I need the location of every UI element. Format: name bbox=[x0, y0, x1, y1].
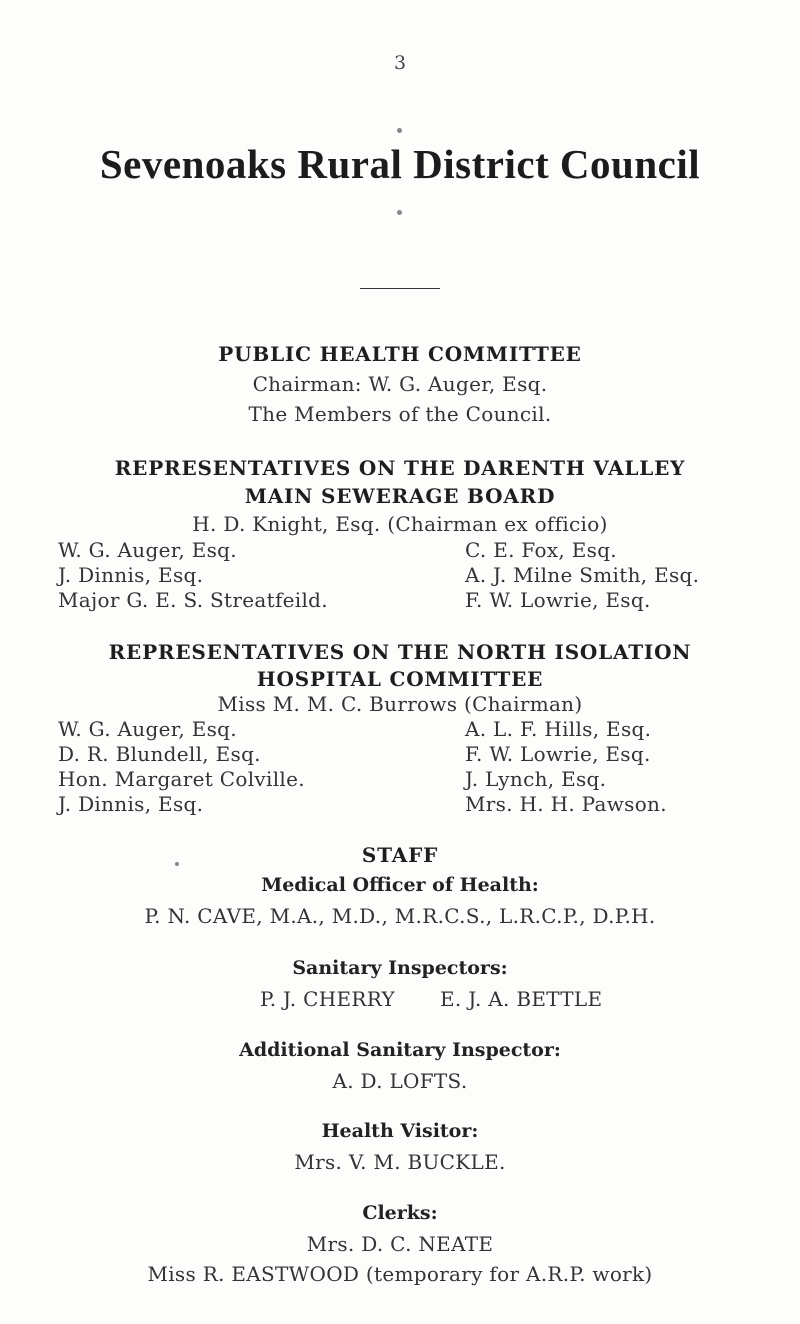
ornament-dot-top bbox=[397, 128, 402, 133]
health-visitor-label: Health Visitor: bbox=[321, 1120, 479, 1142]
isolation-left-member: J. Dinnis, Esq. bbox=[58, 792, 204, 816]
darenth-right-member: C. E. Fox, Esq. bbox=[465, 538, 617, 562]
council-title: Sevenoaks Rural District Council bbox=[99, 141, 701, 187]
darenth-left-member: W. G. Auger, Esq. bbox=[58, 538, 237, 562]
isolation-chairman: Miss M. M. C. Burrows (Chairman) bbox=[217, 692, 583, 716]
additional-inspector-name: A. D. LOFTS. bbox=[332, 1069, 468, 1093]
isolation-heading-line2: HOSPITAL COMMITTEE bbox=[256, 667, 544, 691]
sanitary-inspector-2: E. J. A. BETTLE bbox=[440, 987, 603, 1011]
moh-name: P. N. CAVE, M.A., M.D., M.R.C.S., L.R.C.P., D.P.H. bbox=[144, 904, 656, 928]
isolation-right-member: Mrs. H. H. Pawson. bbox=[465, 792, 667, 816]
sanitary-label: Sanitary Inspectors: bbox=[292, 957, 508, 979]
health-visitor-name: Mrs. V. M. BUCKLE. bbox=[294, 1150, 506, 1174]
darenth-heading-line1: REPRESENTATIVES ON THE DARENTH VALLEY bbox=[114, 456, 686, 480]
page-number: 3 bbox=[393, 52, 407, 74]
clerks-label: Clerks: bbox=[362, 1202, 438, 1224]
darenth-left-member: Major G. E. S. Streatfeild. bbox=[58, 588, 328, 612]
isolation-right-member: J. Lynch, Esq. bbox=[465, 767, 607, 791]
darenth-left-member: J. Dinnis, Esq. bbox=[58, 563, 204, 587]
isolation-left-member: Hon. Margaret Colville. bbox=[58, 767, 305, 791]
additional-inspector-label: Additional Sanitary Inspector: bbox=[239, 1039, 561, 1061]
darenth-right-member: A. J. Milne Smith, Esq. bbox=[465, 563, 700, 587]
public-health-heading: PUBLIC HEALTH COMMITTEE bbox=[218, 342, 582, 366]
moh-label: Medical Officer of Health: bbox=[261, 874, 539, 896]
staff-heading: STAFF bbox=[361, 843, 439, 867]
darenth-right-member: F. W. Lowrie, Esq. bbox=[465, 588, 651, 612]
public-health-members: The Members of the Council. bbox=[248, 402, 552, 426]
sanitary-inspector-1: P. J. CHERRY bbox=[260, 987, 395, 1011]
darenth-chairman: H. D. Knight, Esq. (Chairman ex officio) bbox=[192, 512, 608, 536]
isolation-right-member: F. W. Lowrie, Esq. bbox=[465, 742, 651, 766]
ornament-dot-bottom bbox=[397, 210, 402, 215]
clerk-2: Miss R. EASTWOOD (temporary for A.R.P. work) bbox=[147, 1262, 653, 1286]
darenth-heading-line2: MAIN SEWERAGE BOARD bbox=[244, 484, 556, 508]
public-health-chairman: Chairman: W. G. Auger, Esq. bbox=[252, 372, 548, 396]
clerk-1: Mrs. D. C. NEATE bbox=[306, 1232, 494, 1256]
isolation-left-member: W. G. Auger, Esq. bbox=[58, 717, 237, 741]
isolation-right-member: A. L. F. Hills, Esq. bbox=[465, 717, 652, 741]
isolation-heading-line1: REPRESENTATIVES ON THE NORTH ISOLATION bbox=[108, 640, 692, 664]
divider-rule bbox=[360, 288, 440, 289]
isolation-left-member: D. R. Blundell, Esq. bbox=[58, 742, 261, 766]
